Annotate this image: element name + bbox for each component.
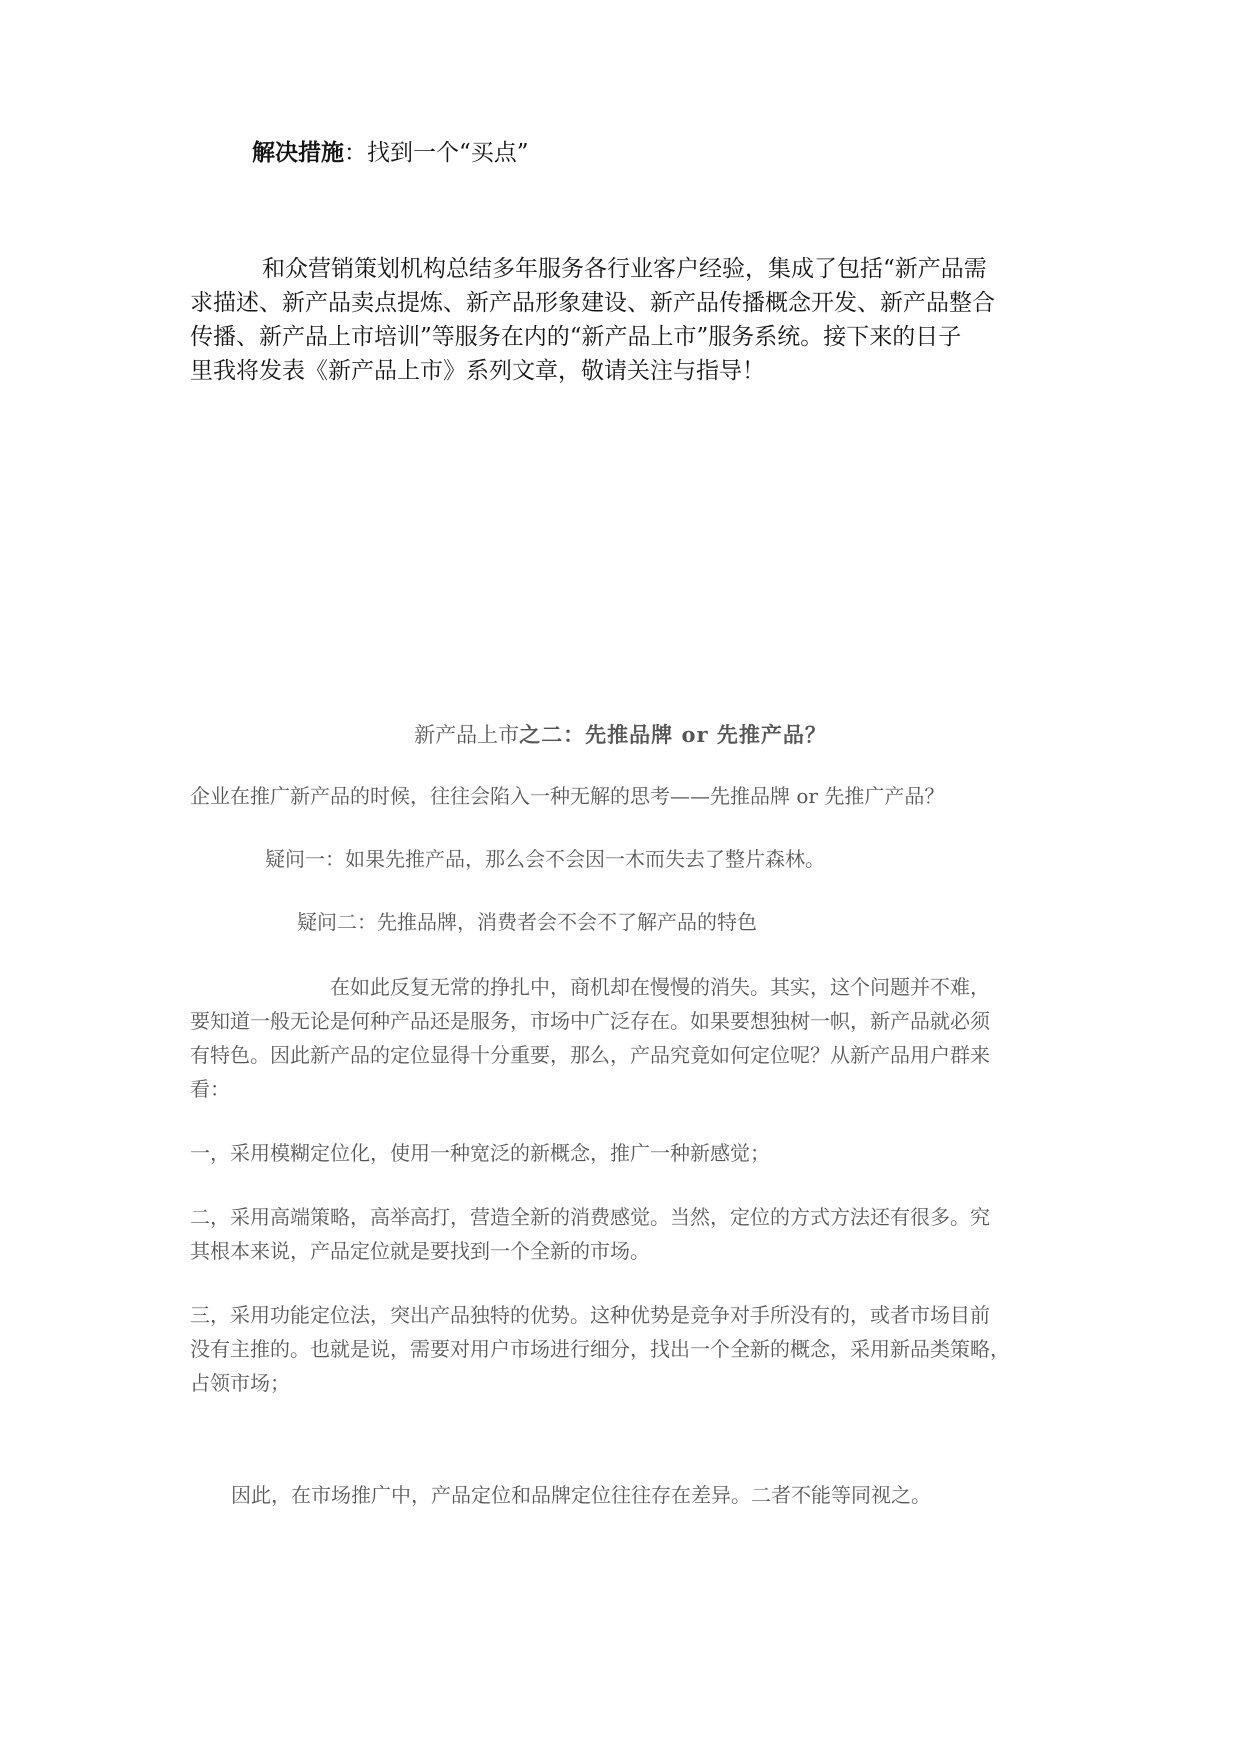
body-paragraph-line-1: 在如此反复无常的挣扎中，商机却在慢慢的消失。其实，这个问题并不难， bbox=[330, 975, 990, 999]
solution-heading-text: ：找到一个“买点” bbox=[344, 140, 529, 166]
question-one: 疑问一：如果先推产品，那么会不会因一木而失去了整片森林。 bbox=[265, 847, 825, 871]
body-paragraph-line-4: 看： bbox=[190, 1077, 230, 1101]
article-intro: 企业在推广新产品的时候，往往会陷入一种无解的思考——先推品牌 or 先推广产品？ bbox=[190, 784, 945, 808]
point-two-line-1: 二，采用高端策略，高举高打，营造全新的消费感觉。当然，定位的方式方法还有很多。究 bbox=[190, 1205, 990, 1229]
intro-paragraph-line-3: 传播、新产品上市培训”等服务在内的“新产品上市”服务系统。接下来的日子 bbox=[190, 324, 962, 350]
article-title-subject: 之二：先推品牌 or 先推产品？ bbox=[519, 722, 827, 747]
intro-paragraph-line-2: 求描述、新产品卖点提炼、新产品形象建设、新产品传播概念开发、新产品整合 bbox=[190, 290, 995, 316]
point-one: 一，采用模糊定位化，使用一种宽泛的新概念，推广一种新感觉； bbox=[190, 1141, 770, 1165]
solution-heading bbox=[252, 136, 529, 170]
point-three-line-3: 占领市场； bbox=[190, 1371, 290, 1395]
point-three-line-2: 没有主推的。也就是说，需要对用户市场进行细分，找出一个全新的概念，采用新品类策略， bbox=[190, 1337, 1010, 1361]
article-title bbox=[0, 718, 1241, 752]
intro-paragraph-line-1: 和众营销策划机构总结多年服务各行业客户经验，集成了包括“新产品需 bbox=[262, 256, 987, 282]
body-paragraph-line-2: 要知道一般无论是何种产品还是服务，市场中广泛存在。如果要想独树一帜，新产品就必须 bbox=[190, 1009, 990, 1033]
point-two-line-2: 其根本来说，产品定位就是要找到一个全新的市场。 bbox=[190, 1239, 650, 1263]
body-paragraph-line-3: 有特色。因此新产品的定位显得十分重要，那么，产品究竟如何定位呢？从新产品用户群来 bbox=[190, 1043, 990, 1067]
solution-heading-label: 解决措施 bbox=[252, 139, 344, 166]
point-three-line-1: 三，采用功能定位法，突出产品独特的优势。这种优势是竞争对手所没有的，或者市场目前 bbox=[190, 1303, 990, 1327]
conclusion: 因此，在市场推广中，产品定位和品牌定位往往存在差异。二者不能等同视之。 bbox=[231, 1483, 931, 1507]
intro-paragraph-line-4: 里我将发表《新产品上市》系列文章，敬请关注与指导！ bbox=[190, 358, 765, 384]
article-title-series: 新产品上市 bbox=[414, 723, 520, 747]
question-two: 疑问二：先推品牌，消费者会不会不了解产品的特色 bbox=[297, 910, 757, 934]
